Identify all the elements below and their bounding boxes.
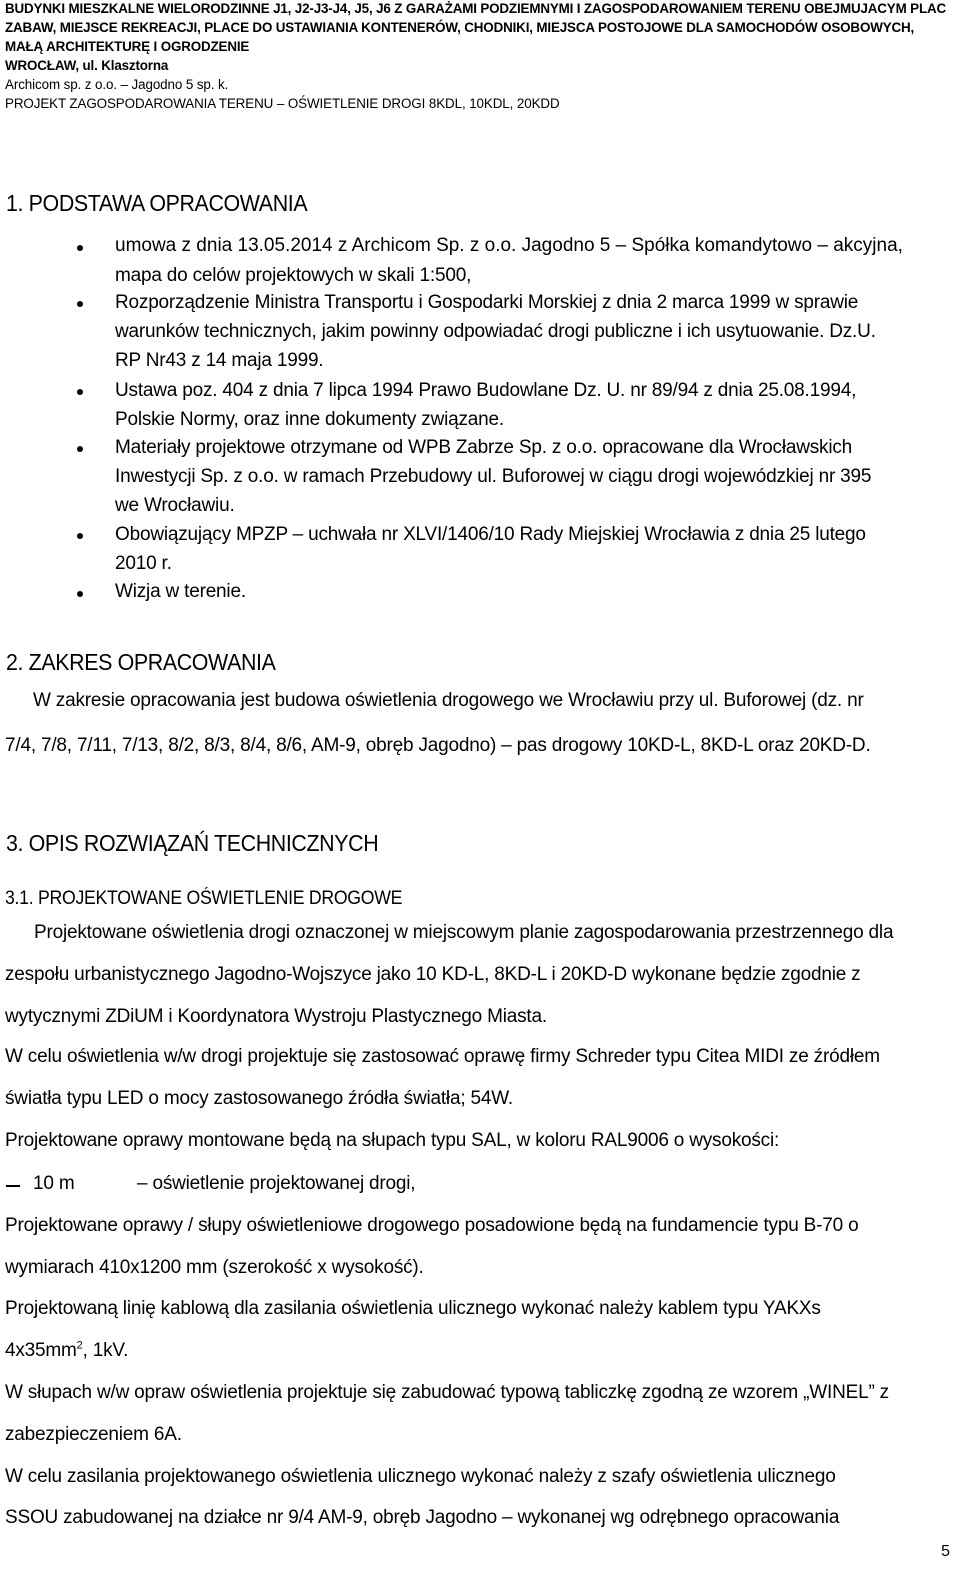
dash-bullet-icon [6,1185,20,1187]
list-item-4-line-1: Materiały projektowe otrzymane od WPB Zabrze Sp. z o.o. opracowane dla Wrocławskich [115,437,853,458]
paragraph-1-line-3: wytycznymi ZDiUM i Koordynatora Wystroju Plastycznego Miasta. [5,1006,547,1027]
list-item-2-line-3: RP Nr43 z 14 maja 1999. [115,350,324,371]
text-run: umowa z dnia 13.05.2014 z Archicom Sp. z o.o. Jagodno 5 – Spółka komandytowo – akcyjna, [115,235,903,256]
section-1-heading: 1. PODSTAWA OPRACOWANIA [6,190,308,216]
section-3-heading: 3. OPIS ROZWIĄZAŃ TECHNICZNYCH [6,830,379,856]
list-item-1-line-2: mapa do celów projektowych w skali 1:500, [115,265,472,286]
bullet-icon [77,245,83,251]
header-line-1: BUDYNKI MIESZKALNE WIELORODZINNE J1, J2-J3-J4, J5, J6 Z GARAŻAMI PODZIEMNYMI I ZAGOSPODAROWANIEM TERENU OBEJMUJACYM PLAC [5,1,947,16]
section-3-1-heading: 3.1. PROJEKTOWANE OŚWIETLENIE DROGOWE [5,888,403,909]
paragraph-5-line-1: Projektowaną linię kablową dla zasilania oświetlenia ulicznego wykonać należy kablem typu YAKXs [5,1298,821,1319]
bullet-icon [77,533,83,539]
paragraph-3: Projektowane oprawy montowane będą na słupach typu SAL, w koloru RAL9006 o wysokości: [5,1130,780,1151]
page-number: 5 [941,1543,950,1560]
header-line-4: WROCŁAW, ul. Klasztorna [5,58,169,73]
list-item-2-line-2: warunków technicznych, jakim powinny odpowiadać drogi publiczne i ich usytuowanie. Dz.U. [115,321,876,342]
paragraph-6-line-2: zabezpieczeniem 6A. [5,1424,182,1445]
dash-item-description: – oświetlenie projektowanej drogi, [137,1173,416,1194]
list-item-4-line-2: Inwestycji Sp. z o.o. w ramach Przebudowy ul. Buforowej w ciągu drogi wojewódzkiej nr 395 [115,466,872,487]
paragraph-4-line-2: wymiarach 410x1200 mm (szerokość x wysokość). [5,1257,424,1278]
paragraph-7-line-1: W celu zasilania projektowanego oświetlenia ulicznego wykonać należy z szafy oświetlenia ulicznego [5,1466,836,1487]
list-item-5-line-1: Obowiązujący MPZP – uchwała nr XLVI/1406/10 Rady Miejskiej Wrocławia z dnia 25 lutego [115,524,866,545]
bullet-icon [77,591,83,597]
paragraph-4-line-1: Projektowane oprawy / słupy oświetleniowe drogowego posadowione będą na fundamencie typu B-70 o [5,1215,859,1236]
list-item-3-line-1: Ustawa poz. 404 z dnia 7 lipca 1994 Prawo Budowlane Dz. U. nr 89/94 z dnia 25.08.1994, [115,380,857,401]
paragraph-2-line-2: światła typu LED o mocy zastosowanego źródła światła; 54W. [5,1088,513,1109]
bullet-icon [77,446,83,452]
dash-item-height: 10 m [33,1173,75,1194]
paragraph-2-line-1: W celu oświetlenia w/w drogi projektuje się zastosować oprawę firmy Schreder typu Citea MIDI ze źródłem [5,1046,880,1067]
paragraph-1-line-2: zespołu urbanistycznego Jagodno-Wojszyce jako 10 KD-L, 8KD-L i 20KD-D wykonane będzie zgodnie z [5,964,861,985]
list-item-3-line-2: Polskie Normy, oraz inne dokumenty związane. [115,409,504,430]
cable-size: 4x35mm [5,1340,77,1361]
section-2-heading: 2. ZAKRES OPRACOWANIA [6,649,276,675]
paragraph-7-line-2: SSOU zabudowanej na działce nr 9/4 AM-9, obręb Jagodno – wykonanej wg odrębnego opracowania [5,1507,840,1528]
list-item-4-line-3: we Wrocławiu. [115,495,235,516]
section-2-line-1: W zakresie opracowania jest budowa oświetlenia drogowego we Wrocławiu przy ul. Buforowej (dz. nr [33,690,864,711]
list-item-5-line-2: 2010 r. [115,553,172,574]
bullet-icon [77,301,83,307]
header-line-2: ZABAW, MIEJSCE REKREACJI, PLACE DO USTAWIANIA KONTENERÓW, CHODNIKI, MIEJSCA POSTOJOWE DLA SAMOCHODÓW OSOBOWYCH, [5,20,915,35]
list-item-2-line-1: Rozporządzenie Ministra Transportu i Gospodarki Morskiej z dnia 2 marca 1999 w sprawie [115,292,859,313]
bullet-icon [77,389,83,395]
superscript: 2 [76,1339,83,1352]
header-line-5: Archicom sp. z o.o. – Jagodno 5 sp. k. [5,77,229,92]
cable-voltage: , 1kV. [82,1340,129,1361]
header-line-3: MAŁĄ ARCHITEKTURĘ I OGRODZENIE [5,39,250,54]
section-2-line-2: 7/4, 7/8, 7/11, 7/13, 8/2, 8/3, 8/4, 8/6, AM-9, obręb Jagodno) – pas drogowy 10KD-L, 8KD-L oraz 20KD-D. [5,735,871,756]
paragraph-1-line-1: Projektowane oświetlenia drogi oznaczonej w miejscowym planie zagospodarowania przestrzennego dla [34,922,894,943]
list-item-6-line-1: Wizja w terenie. [115,581,246,602]
header-line-6: PROJEKT ZAGOSPODAROWANIA TERENU – OŚWIETLENIE DROGI 8KDL, 10KDL, 20KDD [5,96,560,111]
paragraph-5-line-2 [5,1340,128,1362]
paragraph-6-line-1: W słupach w/w opraw oświetlenia projektuje się zabudować typową tabliczkę zgodną ze wzorem „WINEL” z [5,1382,889,1403]
list-item-1-line-1 [115,235,954,257]
